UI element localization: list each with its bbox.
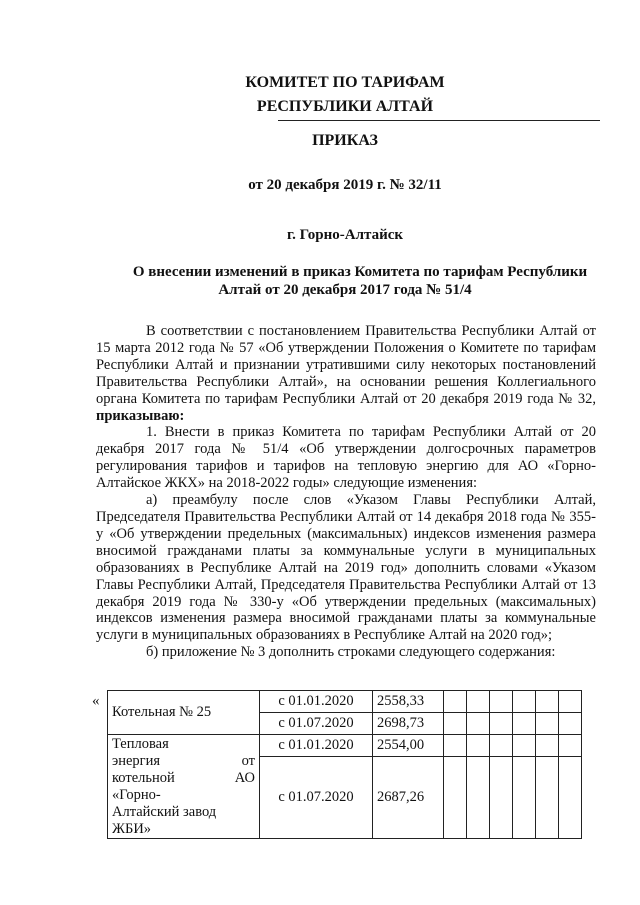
empty-cell xyxy=(444,713,467,735)
empty-cell xyxy=(513,735,536,757)
empty-cell xyxy=(444,757,467,839)
value-cell: 2554,00 xyxy=(373,735,444,757)
item-a: а) преамбулу после слов «Указом Главы Республики Алтай, Председателя Правительства Республики Алтай от 14 декабря 2018 года № 355-у «Об утверждении предельных (максимальных) индексов изменения размера вносимой гражданами платы за коммунальные услуги в муниципальных образованиях в Республике Алтай на 2019 год» дополнить словами «Указом Главы Республики Алтай, Председателя Правительства Республики Алтай от 13 декабря 2019 года № 330-у «Об утверждении предельных (максимальных) индексов изменения размера вносимой гражданами платы за коммунальные услуги в муниципальных образованиях в Республике Алтай на 2020 год»; xyxy=(96,492,596,644)
date-and-number: от 20 декабря 2019 г. № 32/11 xyxy=(248,177,442,193)
empty-cell xyxy=(444,691,467,713)
empty-cell xyxy=(513,757,536,839)
header-divider xyxy=(278,120,600,121)
empty-cell xyxy=(513,713,536,735)
opening-quote: « xyxy=(92,693,100,709)
group-name-cell xyxy=(108,735,260,839)
empty-cell xyxy=(559,713,582,735)
table-row xyxy=(108,691,582,713)
empty-cell xyxy=(467,713,490,735)
city: г. Горно-Алтайск xyxy=(286,227,404,243)
value-cell: 2558,33 xyxy=(373,691,444,713)
date-cell: с 01.07.2020 xyxy=(260,757,373,839)
empty-cell xyxy=(444,735,467,757)
item-b: б) приложение № 3 дополнить строками следующего содержания: xyxy=(146,644,556,661)
org-name-line2: РЕСПУБЛИКИ АЛТАЙ xyxy=(256,98,434,115)
empty-cell xyxy=(490,691,513,713)
value-cell: 2687,26 xyxy=(373,757,444,839)
group-name-cell: Котельная № 25 xyxy=(108,691,260,735)
group-name-line: котельной АО xyxy=(112,770,255,786)
group-name-line: ЖБИ» xyxy=(112,821,152,837)
empty-cell xyxy=(536,713,559,735)
empty-cell xyxy=(559,757,582,839)
empty-cell xyxy=(513,691,536,713)
date-cell: с 01.07.2020 xyxy=(260,713,373,735)
empty-cell xyxy=(467,735,490,757)
group-name-line: энергия от xyxy=(112,753,255,769)
empty-cell xyxy=(490,757,513,839)
date-cell: с 01.01.2020 xyxy=(260,691,373,713)
empty-cell xyxy=(467,691,490,713)
preamble-paragraph: В соответствии с постановлением Правительства Республики Алтай от 15 марта 2012 года № 57 «Об утверждении Положения о Комитете по тарифам Республики Алтай и признании утратившими силу некоторых постановлений Правительства Республики Алтай», на основании решения Коллегиального органа Комитета по тарифам Республики Алтай от 20 декабря 2019 года № 32, приказываю: xyxy=(96,323,596,424)
empty-cell xyxy=(559,735,582,757)
empty-cell xyxy=(559,691,582,713)
empty-cell xyxy=(467,757,490,839)
group-name-line: «Горно- xyxy=(112,787,161,803)
value-cell: 2698,73 xyxy=(373,713,444,735)
body-text xyxy=(96,323,596,661)
tariff-table xyxy=(107,690,582,839)
org-name-line1: КОМИТЕТ ПО ТАРИФАМ xyxy=(245,74,445,91)
date-cell: с 01.01.2020 xyxy=(260,735,373,757)
empty-cell xyxy=(536,757,559,839)
group-name-line: Алтайский завод xyxy=(112,804,217,820)
empty-cell xyxy=(536,735,559,757)
order-word: приказываю: xyxy=(96,407,185,424)
table-row xyxy=(108,735,582,757)
empty-cell xyxy=(536,691,559,713)
empty-cell xyxy=(490,735,513,757)
document-type: ПРИКАЗ xyxy=(312,132,378,149)
subject-line1: О внесении изменений в приказ Комитета по тарифам Республики xyxy=(132,264,588,280)
group-name-line: Тепловая xyxy=(112,736,169,752)
empty-cell xyxy=(490,713,513,735)
item-1: 1. Внести в приказ Комитета по тарифам Республики Алтай от 20 декабря 2017 года № 51/4 «Об утверждении долгосрочных параметров регулирования тарифов и тарифов на тепловую энергию для АО «Горно-Алтайское ЖКХ» на 2018-2022 годы» следующие изменения: xyxy=(96,424,596,492)
subject-line2: Алтай от 20 декабря 2017 года № 51/4 xyxy=(218,282,472,298)
